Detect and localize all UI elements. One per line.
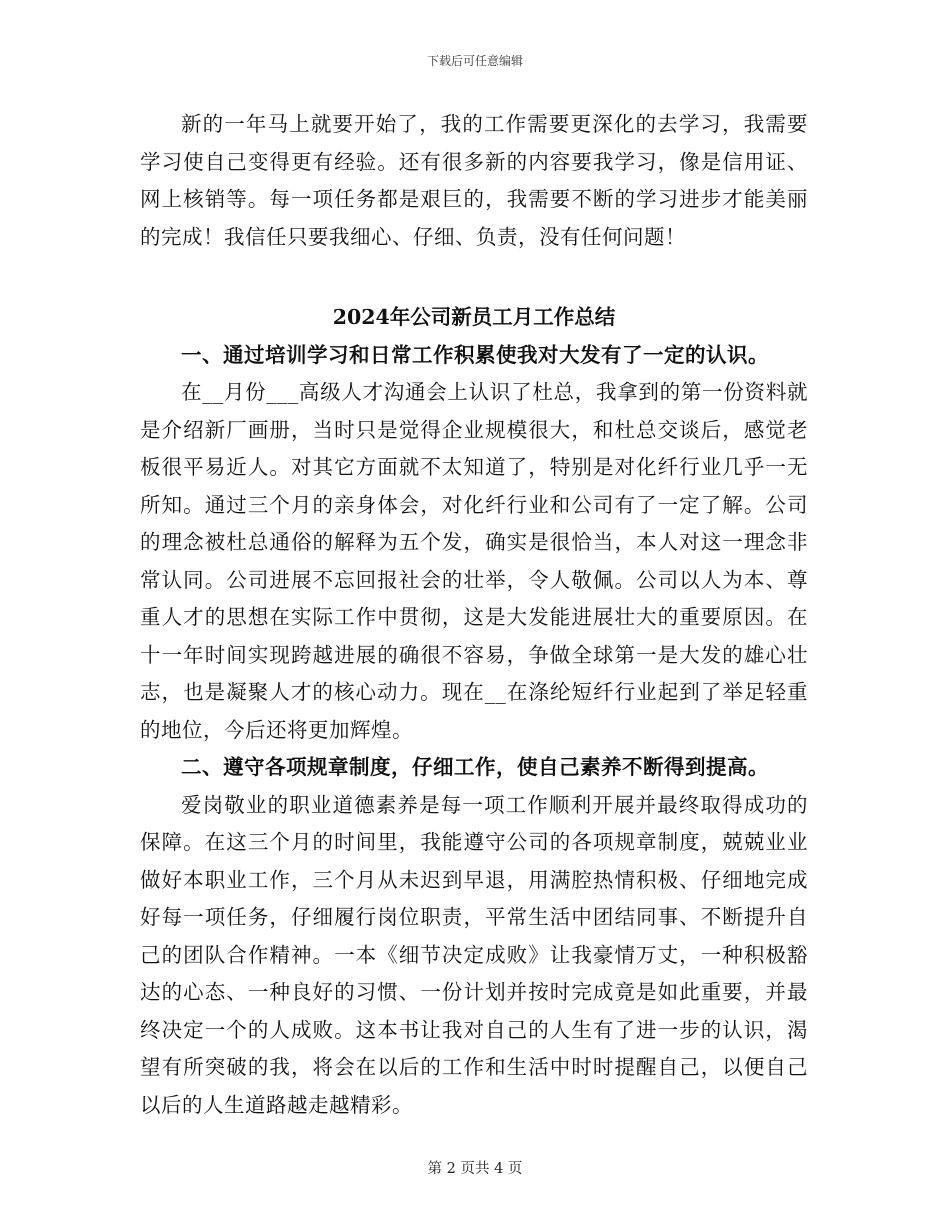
- section-2-paragraph: 爱岗敬业的职业道德素养是每一项工作顺利开展并最终取得成功的保障。在这三个月的时间里，我能遵守公司的各项规章制度，兢兢业业做好本职业工作，三个月从未迟到早退，用满腔热情积极、仔细地完成好每一项任务，仔细履行岗位职责，平常生活中团结同事、不断提升自己的团队合作精神。一本《细节决定成败》让我豪情万丈，一种积极豁达的心态、一种良好的习惯、一份计划并按时完成竟是如此重要，并最终决定一个的人成败。这本书让我对自己的人生有了进一步的认识，渴望有所突破的我，将会在以后的工作和生活中时时提醒自己，以便自己以后的人生道路越走越精彩。: [140, 792, 808, 1117]
- intro-paragraph: 新的一年马上就要开始了，我的工作需要更深化的去学习，我需要学习使自己变得更有经验。还有很多新的内容要我学习，像是信用证、网上核销等。每一项任务都是艰巨的，我需要不断的学习进步才能美丽的完成！我信任只要我细心、仔细、负责，没有任何问题！: [140, 112, 808, 249]
- page-footer: 第 2 页共 4 页: [427, 1161, 523, 1177]
- article-title: 2024年公司新员工月工作总结: [332, 305, 616, 329]
- section-1-heading: 一、通过培训学习和日常工作积累使我对大发有了一定的认识。: [181, 342, 769, 367]
- section-2-heading: 二、遵守各项规章制度，仔细工作，使自己素养不断得到提高。: [181, 755, 769, 779]
- document-body: [140, 106, 808, 1124]
- page-header: 下载后可任意编辑: [426, 54, 523, 68]
- section-1-paragraph: 在__月份___高级人才沟通会上认识了杜总，我拿到的第一份资料就是介绍新厂画册，当时只是觉得企业规模很大，和杜总交谈后，感觉老板很平易近人。对其它方面就不太知道了，特别是对化纤行业几乎一无所知。通过三个月的亲身体会，对化纤行业和公司有了一定了解。公司的理念被杜总通俗的解释为五个发，确实是很恰当，本人对这一理念非常认同。公司进展不忘回报社会的壮举，令人敬佩。公司以人为本、尊重人才的思想在实际工作中贯彻，这是大发能进展壮大的重要原因。在十一年时间实现跨越进展的确很不容易，争做全球第一是大发的雄心壮志，也是凝聚人才的核心动力。现在__在涤纶短纤行业起到了举足轻重的地位，今后还将更加辉煌。: [140, 380, 808, 742]
